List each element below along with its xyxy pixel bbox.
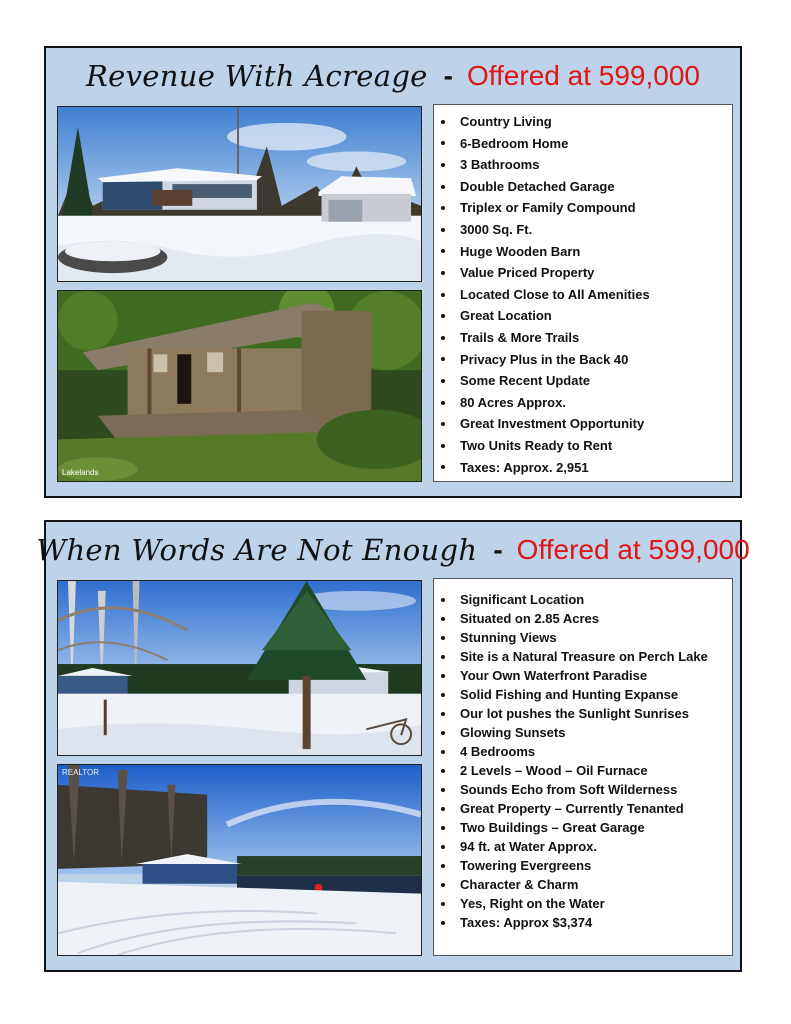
feature-item: Your Own Waterfront Paradise [434, 666, 732, 685]
photo-snowy-house [57, 106, 422, 282]
feature-item: Yes, Right on the Water [434, 894, 732, 913]
feature-item: Stunning Views [434, 628, 732, 647]
feature-item: Great Investment Opportunity [434, 413, 732, 435]
feature-item: 3 Bathrooms [434, 154, 732, 176]
feature-item: Two Buildings – Great Garage [434, 818, 732, 837]
features-box [433, 104, 733, 482]
feature-item: Huge Wooden Barn [434, 241, 732, 263]
listing-title-row [36, 522, 750, 578]
feature-item: Solid Fishing and Hunting Expanse [434, 685, 732, 704]
feature-item: Sounds Echo from Soft Wilderness [434, 780, 732, 799]
feature-item: Some Recent Update [434, 370, 732, 392]
feature-item: Triplex or Family Compound [434, 197, 732, 219]
photo-watermark: Lakelands [62, 468, 99, 477]
feature-item: Great Property – Currently Tenanted [434, 799, 732, 818]
feature-item: Located Close to All Amenities [434, 284, 732, 306]
feature-item: 4 Bedrooms [434, 742, 732, 761]
feature-item: Privacy Plus in the Back 40 [434, 349, 732, 371]
listing-price: Offered at 599,000 [516, 534, 750, 565]
feature-item: Taxes: Approx. 2,951 [434, 457, 732, 479]
feature-item: 3000 Sq. Ft. [434, 219, 732, 241]
title-separator: - [493, 534, 503, 565]
feature-item: 94 ft. at Water Approx. [434, 837, 732, 856]
photo-wooden-cabin [57, 290, 422, 482]
feature-item: Country Living [434, 111, 732, 133]
feature-item: Situated on 2.85 Acres [434, 609, 732, 628]
listing-card-perch-lake [36, 520, 750, 972]
feature-item: Character & Charm [434, 875, 732, 894]
features-list [434, 590, 732, 932]
feature-item: Glowing Sunsets [434, 723, 732, 742]
feature-item: Towering Evergreens [434, 856, 732, 875]
feature-item: Great Location [434, 305, 732, 327]
feature-item: Double Detached Garage [434, 176, 732, 198]
listing-card-revenue-acreage [44, 46, 742, 498]
feature-item: Taxes: Approx $3,374 [434, 913, 732, 932]
feature-item: 6-Bedroom Home [434, 133, 732, 155]
photo-spruce-snow [57, 580, 422, 756]
photo-lake-snow [57, 764, 422, 956]
photo-watermark: REALTOR [62, 768, 100, 777]
feature-item: 2 Levels – Wood – Oil Furnace [434, 761, 732, 780]
feature-item: Significant Location [434, 590, 732, 609]
feature-item: 80 Acres Approx. [434, 392, 732, 414]
feature-item: Two Units Ready to Rent [434, 435, 732, 457]
features-box [433, 578, 733, 956]
feature-item: Our lot pushes the Sunlight Sunrises [434, 704, 732, 723]
listing-title-row [46, 48, 740, 104]
feature-item: Value Priced Property [434, 262, 732, 284]
title-separator: - [443, 60, 453, 91]
feature-item: Site is a Natural Treasure on Perch Lake [434, 647, 732, 666]
listing-headline: Revenue With Acreage [86, 59, 428, 93]
feature-item: Trails & More Trails [434, 327, 732, 349]
listing-headline: When Words Are Not Enough [36, 533, 478, 567]
features-list [434, 111, 732, 478]
listing-price: Offered at 599,000 [466, 60, 700, 91]
